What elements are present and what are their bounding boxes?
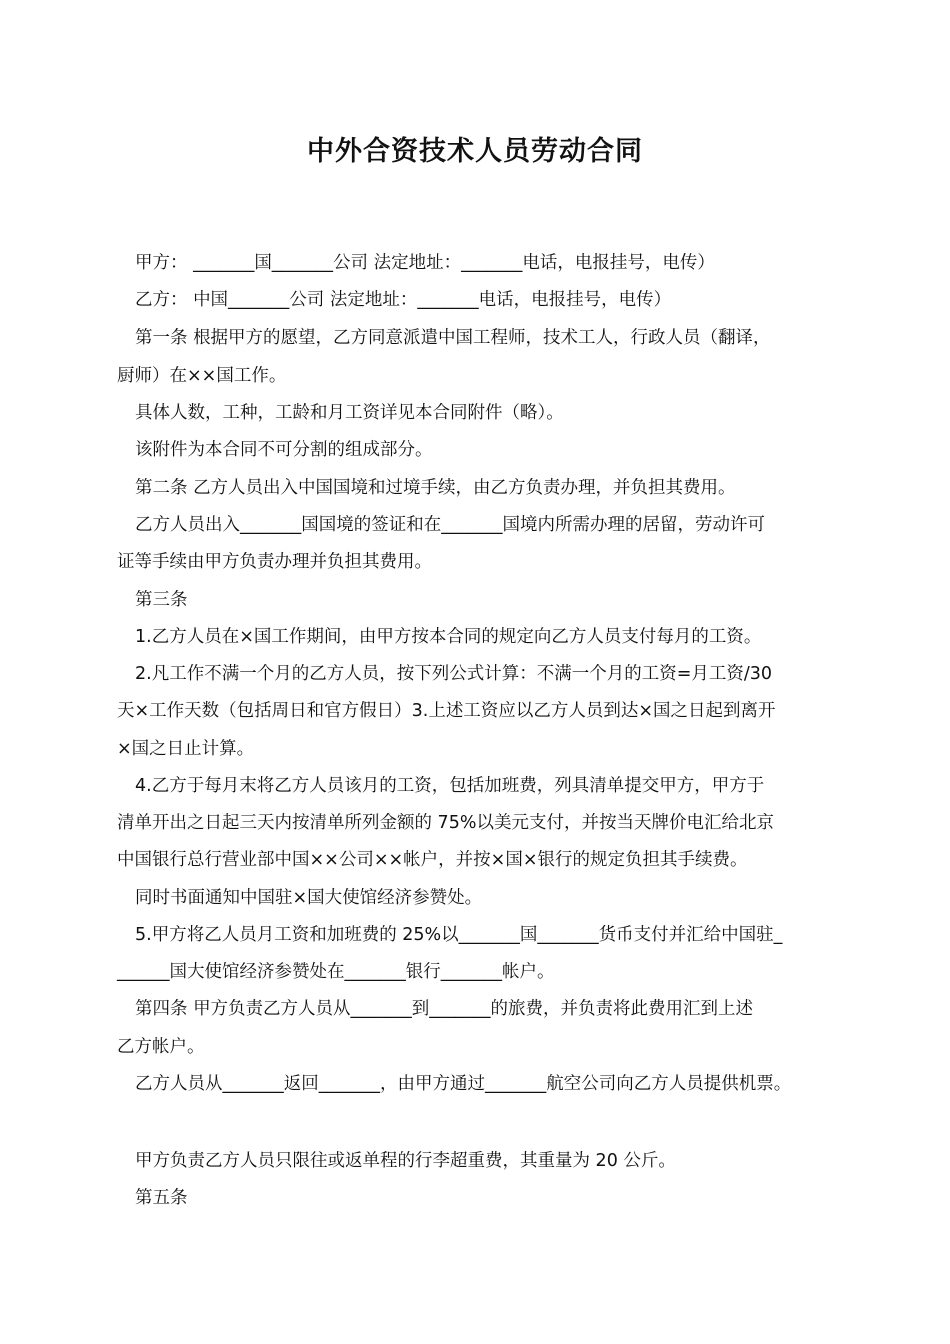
article-3-item-5-line-2: ______国大使馆经济参赞处在_______银行_______帐户。 bbox=[117, 962, 555, 982]
article-3-item-1: 1.乙方人员在×国工作期间，由甲方按本合同的规定向乙方人员支付每月的工资。 bbox=[135, 627, 762, 647]
document-title: 中外合资技术人员劳动合同 bbox=[307, 136, 643, 167]
article-4-line-1: 第四条 甲方负责乙方人员从_______到_______的旅费，并负责将此费用汇到上述 bbox=[135, 999, 754, 1019]
article-4-line-2: 乙方帐户。 bbox=[117, 1037, 205, 1057]
article-3-item-4-line-2: 清单开出之日起三天内按清单所列金额的 75%以美元支付，并按当天牌价电汇给北京 bbox=[117, 813, 774, 833]
article-3-item-4-line-4: 同时书面通知中国驻×国大使馆经济参赞处。 bbox=[135, 888, 483, 908]
party-b-line: 乙方： 中国_______公司 法定地址：_______电话，电报挂号，电传） bbox=[135, 290, 672, 310]
article-1-line-2: 厨师）在××国工作。 bbox=[117, 366, 287, 386]
article-1-line-1: 第一条 根据甲方的愿望，乙方同意派遣中国工程师，技术工人，行政人员（翻译， bbox=[135, 328, 771, 348]
article-2-line-3: 证等手续由甲方负责办理并负担其费用。 bbox=[117, 552, 432, 572]
article-3-item-2-line-1: 2.凡工作不满一个月的乙方人员，按下列公式计算：不满一个月的工资=月工资/30 bbox=[135, 664, 773, 684]
article-3-item-3-line: ×国之日止计算。 bbox=[117, 739, 255, 759]
article-3-item-2-line-2: 天×工作天数（包括周日和官方假日）3.上述工资应以乙方人员到达×国之日起到离开 bbox=[117, 701, 776, 721]
article-3-item-5-line-1: 5.甲方将乙人员月工资和加班费的 25%以_______国_______货币支付并汇给中国驻_ bbox=[135, 925, 783, 945]
article-3-item-4-line-3: 中国银行总行营业部中国××公司××帐户，并按×国×银行的规定负担其手续费。 bbox=[117, 850, 748, 870]
article-2-line-2: 乙方人员出入_______国国境的签证和在_______国境内所需办理的居留，劳动许可 bbox=[135, 515, 765, 535]
article-1-line-4: 该附件为本合同不可分割的组成部分。 bbox=[135, 440, 433, 460]
article-3-item-4-line-1: 4.乙方于每月末将乙方人员该月的工资，包括加班费，列具清单提交甲方，甲方于 bbox=[135, 776, 765, 796]
party-a-line: 甲方： _______国_______公司 法定地址：_______电话，电报挂号，电传） bbox=[135, 253, 715, 273]
article-2-line-1: 第二条 乙方人员出入中国国境和过境手续，由乙方负责办理，并负担其费用。 bbox=[135, 478, 736, 498]
article-1-line-3: 具体人数，工种，工龄和月工资详见本合同附件（略）。 bbox=[135, 403, 564, 423]
article-4-line-3: 乙方人员从_______返回_______，由甲方通过_______航空公司向乙方人员提供机票。 bbox=[135, 1074, 792, 1094]
article-4-line-4: 甲方负责乙方人员只限往或返单程的行李超重费，其重量为 20 公斤。 bbox=[135, 1151, 676, 1171]
article-5-heading: 第五条 bbox=[135, 1188, 188, 1208]
article-3-heading: 第三条 bbox=[135, 590, 188, 610]
